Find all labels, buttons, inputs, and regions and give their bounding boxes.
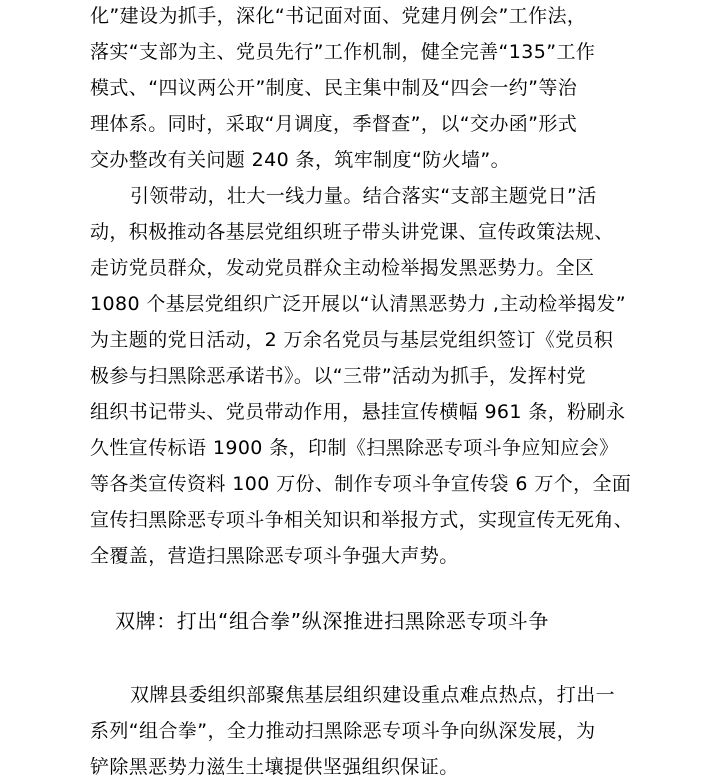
- paragraph-line: 落实“支部为主、党员先行”工作机制，健全完善“135”工作: [90, 41, 596, 63]
- paragraph-line: 走访党员群众，发动党员群众主动检举揭发黑恶势力。全区: [90, 257, 595, 279]
- paragraph-line: 引领带动，壮大一线力量。结合落实“支部主题党日”活: [130, 185, 597, 207]
- paragraph-line: 等各类宣传资料 100 万份、制作专项斗争宣传袋 6 万个，全面: [90, 473, 632, 495]
- paragraph-line: 组织书记带头、党员带动作用，悬挂宣传横幅 961 条，粉刷永: [90, 401, 626, 423]
- paragraph-line: 双牌县委组织部聚焦基层组织建设重点难点热点，打出一: [130, 684, 616, 706]
- paragraph-line: 1080 个基层党组织广泛开展以“认清黑恶势力 ,主动检举揭发”: [90, 293, 626, 315]
- paragraph-line: 铲除黑恶势力滋生土壤提供坚强组织保证。: [90, 756, 459, 778]
- paragraph-line: 动，积极推动各基层党组织班子带头讲党课、宣传政策法规、: [90, 221, 614, 243]
- paragraph-line: 理体系。同时，采取“月调度，季督查”，以“交办函”形式: [90, 113, 578, 135]
- paragraph-line: 模式、“四议两公开”制度、民主集中制及“四会一约”等治: [90, 77, 578, 99]
- section-heading: 双牌：打出“组合拳”纵深推进扫黑除恶专项斗争: [115, 609, 549, 633]
- paragraph-line: 极参与扫黑除恶承诺书》。以“三带”活动为抓手，发挥村党: [90, 365, 586, 387]
- paragraph-line: 为主题的党日活动，2 万余名党员与基层党组织签订《党员积: [90, 329, 614, 351]
- paragraph-line: 久性宣传标语 1900 条，印制《扫黑除恶专项斗争应知应会》: [90, 437, 619, 459]
- paragraph-line: 全覆盖，营造扫黑除恶专项斗争强大声势。: [90, 545, 459, 567]
- paragraph-line: 系列“组合拳”，全力推动扫黑除恶专项斗争向纵深发展，为: [90, 720, 596, 742]
- paragraph-line: 化”建设为抓手，深化“书记面对面、党建月例会”工作法，: [90, 5, 587, 27]
- paragraph-line: 交办整改有关问题 240 条，筑牢制度“防火墙”。: [90, 149, 511, 171]
- paragraph-line: 宣传扫黑除恶专项斗争相关知识和举报方式，实现宣传无死角、: [90, 509, 634, 531]
